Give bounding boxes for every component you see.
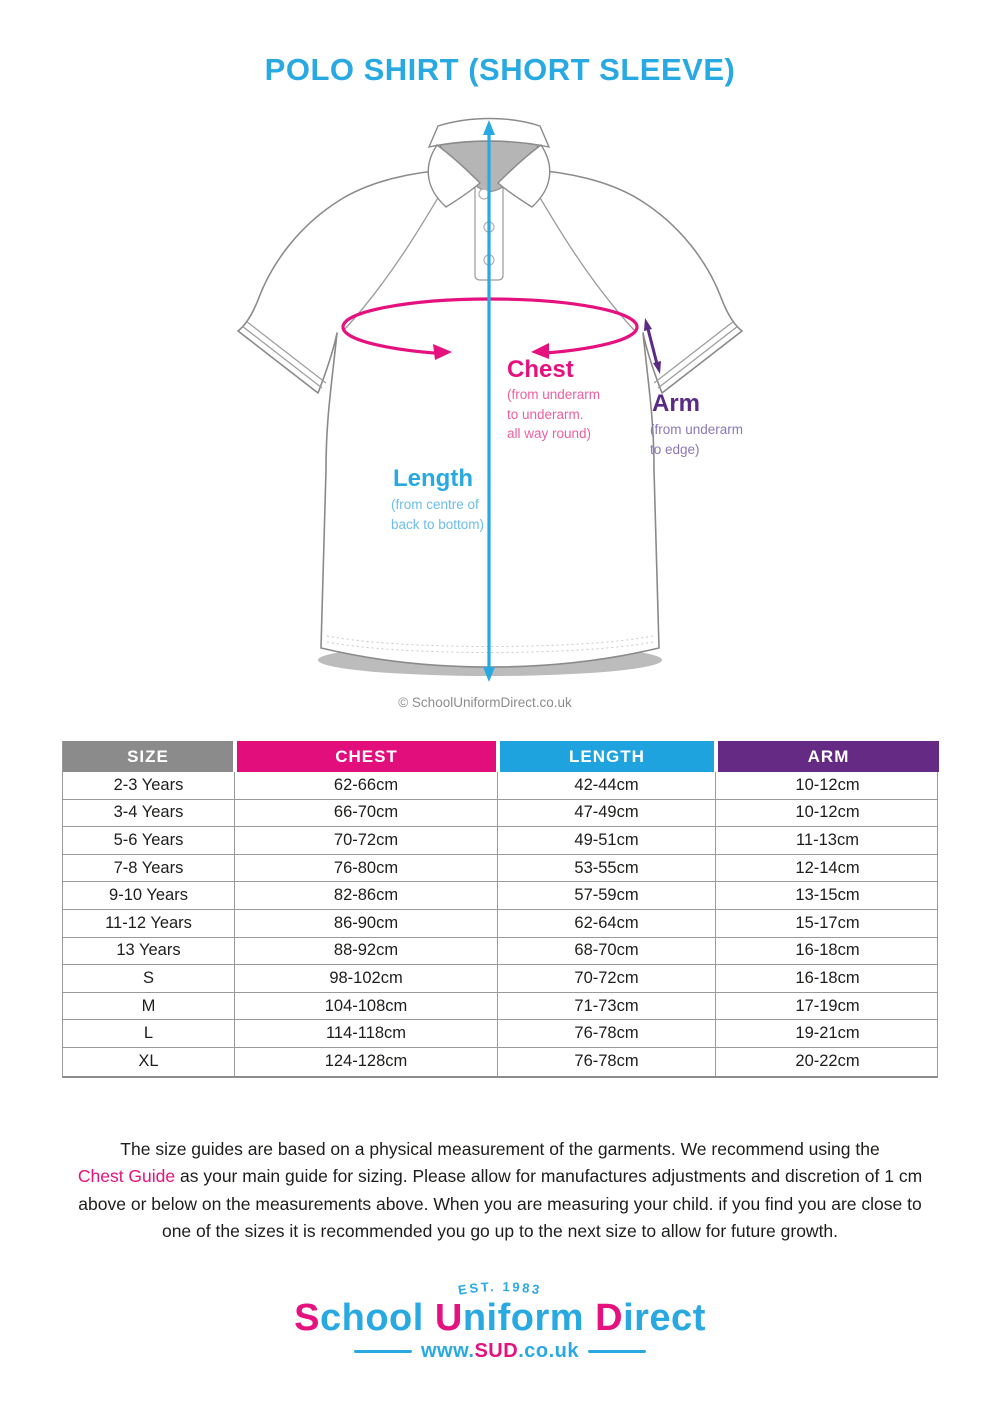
cell-length: 53-55cm [498,855,716,882]
cell-length: 70-72cm [498,965,716,992]
copyright-text: © SchoolUniformDirect.co.uk [398,695,572,710]
cell-chest: 104-108cm [235,993,498,1020]
cell-chest: 62-66cm [235,772,498,799]
cell-chest: 76-80cm [235,855,498,882]
cell-size: M [63,993,235,1020]
arm-label-sub [650,420,743,459]
table-row [63,827,937,855]
cell-arm: 16-18cm [795,941,860,960]
logo-name-segment: niform [462,1297,596,1339]
logo-name [0,1297,1000,1340]
polo-shirt-illustration [200,100,800,700]
cell-length: 49-51cm [498,827,716,854]
header-length: LENGTH [500,741,714,772]
cell-chest: 124-128cm [235,1048,498,1076]
cell-chest: 66-70cm [235,800,498,827]
header-chest: CHEST [237,741,496,772]
cell-size: S [63,965,235,992]
cell-size: 9-10 Years [63,882,235,909]
arm-sub-line: to edge) [650,441,700,457]
footnote-line4: one of the sizes it is recommended you go up to the next size to allow for future growth. [161,1221,839,1242]
length-label-sub [391,495,484,534]
page-title: POLO SHIRT (SHORT SLEEVE) [264,52,736,87]
cell-size: L [63,1020,235,1047]
logo-name-segment: D [595,1297,624,1339]
table-row [63,910,937,938]
cell-length: 76-78cm [498,1020,716,1047]
table-row [63,1048,937,1076]
table-row [63,938,937,966]
chest-label: Chest [507,356,574,383]
logo-dash-right [588,1350,646,1353]
table-row [63,1020,937,1048]
table-row [63,965,937,993]
chest-guide-highlight: Chest Guide [77,1166,176,1187]
cell-arm: 15-17cm [795,913,860,932]
table-row [63,855,937,883]
cell-size: XL [63,1048,235,1076]
svg-text:EST. 1983 [457,1279,543,1298]
logo-name-segment: S [294,1297,320,1339]
length-label: Length [393,465,473,492]
logo-est-text: EST. 1983 [457,1278,543,1298]
cell-arm: 12-14cm [795,858,860,877]
logo-url [421,1340,579,1363]
chest-label-sub [507,385,600,444]
cell-size: 5-6 Years [63,827,235,854]
chest-sub-line: all way round) [507,426,592,441]
size-table [62,741,938,1078]
logo-name-segment: irect [623,1297,706,1339]
logo-url-row [0,1340,1000,1363]
cell-arm: 10-12cm [795,775,860,794]
cell-size: 3-4 Years [63,800,235,827]
length-sub-line: (from centre of [391,497,479,512]
table-row [63,800,937,828]
footnote-line3: above or below on the measurements above. When you are measuring your child. if you find you are close to [78,1193,922,1214]
size-table-body [63,772,937,1076]
logo-url-segment: www. [420,1340,475,1362]
logo-name-segment: chool [320,1297,435,1339]
cell-length: 71-73cm [498,993,716,1020]
logo-url-segment: SUD [474,1340,519,1362]
cell-chest: 114-118cm [235,1020,498,1047]
chest-sub-line: to underarm. [507,406,584,422]
cell-length: 47-49cm [498,800,716,827]
cell-length: 57-59cm [498,882,716,909]
cell-arm: 20-22cm [795,1052,860,1071]
cell-length: 76-78cm [498,1048,716,1076]
logo-dash-left [354,1350,412,1353]
cell-arm: 16-18cm [795,968,860,987]
table-row [63,772,937,800]
cell-length: 68-70cm [498,938,716,965]
cell-chest: 98-102cm [235,965,498,992]
cell-size: 13 Years [63,938,235,965]
length-sub-line: back to bottom) [391,516,485,532]
cell-arm: 10-12cm [795,803,860,822]
footnote-line2: as your main guide for sizing. Please allow for manufactures adjustments and discretion of 1 cm [175,1166,923,1187]
cell-size: 2-3 Years [63,772,235,799]
table-row [63,993,937,1021]
arm-label: Arm [652,390,701,417]
header-size: SIZE [63,741,233,772]
cell-chest: 88-92cm [235,938,498,965]
cell-size: 11-12 Years [63,910,235,937]
size-table-header [63,741,937,772]
cell-arm: 19-21cm [795,1024,860,1043]
footnote-paragraph [50,1136,950,1246]
cell-chest: 70-72cm [235,827,498,854]
logo-name-segment: U [434,1297,463,1339]
cell-chest: 82-86cm [235,882,498,909]
logo-url-segment: .co.uk [518,1340,579,1362]
cell-arm: 11-13cm [796,830,859,849]
chest-sub-line: (from underarm [507,387,601,402]
cell-chest: 86-90cm [235,910,498,937]
cell-arm: 13-15cm [795,886,860,905]
cell-length: 42-44cm [498,772,716,799]
header-arm: ARM [718,741,939,772]
footnote-line1: The size guides are based on a physical measurement of the garments. We recommend using the [120,1139,880,1159]
cell-arm: 17-19cm [795,996,860,1015]
table-row [63,882,937,910]
cell-size: 7-8 Years [63,855,235,882]
arm-sub-line: (from underarm [650,422,744,437]
cell-length: 62-64cm [498,910,716,937]
